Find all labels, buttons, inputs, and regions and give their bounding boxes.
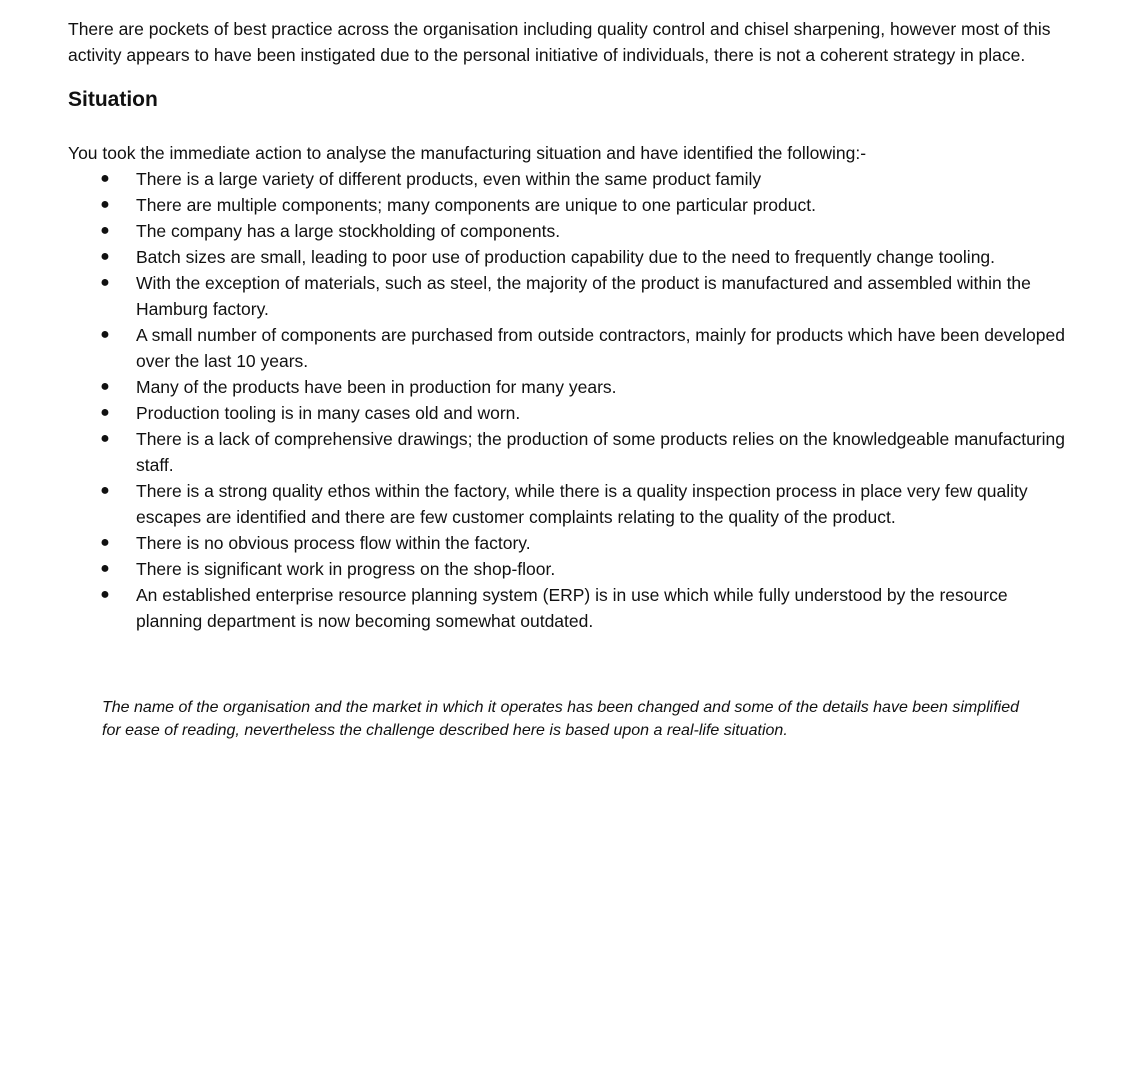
bullet-item xyxy=(68,244,1068,270)
bullet-item xyxy=(68,322,1068,374)
bullet-icon: ● xyxy=(100,586,110,603)
bullet-item xyxy=(68,426,1068,478)
bullet-icon: ● xyxy=(100,170,110,187)
bullet-text: There is a lack of comprehensive drawings; the production of some products relies on the knowledgeable manufacturing staff. xyxy=(136,429,1065,475)
situation-bullet-list xyxy=(68,166,1068,634)
bullet-icon: ● xyxy=(100,326,110,343)
bullet-text: There is a large variety of different products, even within the same product family xyxy=(136,169,762,189)
disclaimer-note: The name of the organisation and the market in which it operates has been changed and some of the details have been simplified for ease of reading, nevertheless the challenge described here is based upon a real-life situation. xyxy=(102,699,1020,739)
intro-paragraph: There are pockets of best practice across the organisation including quality control and chisel sharpening, however most of this activity appears to have been instigated due to the personal initiative of individuals, there is not a coherent strategy in place. xyxy=(68,19,1051,65)
bullet-text: There is significant work in progress on the shop-floor. xyxy=(136,559,556,579)
bullet-text: With the exception of materials, such as steel, the majority of the product is manufactured and assembled within the Hamburg factory. xyxy=(136,273,1031,319)
bullet-item xyxy=(68,166,1068,192)
bullet-text: There is no obvious process flow within the factory. xyxy=(136,533,531,553)
bullet-icon: ● xyxy=(100,274,110,291)
bullet-icon: ● xyxy=(100,222,110,239)
bullet-text: Production tooling is in many cases old and worn. xyxy=(136,403,521,423)
bullet-item xyxy=(68,556,1068,582)
bullet-text: There is a strong quality ethos within the factory, while there is a quality inspection process in place very few quality escapes are identified and there are few customer complaints relating to the quality of the product. xyxy=(136,481,1028,527)
bullet-item xyxy=(68,582,1068,634)
bullet-text: A small number of components are purchased from outside contractors, mainly for products which have been developed over the last 10 years. xyxy=(136,325,1065,371)
lead-paragraph: You took the immediate action to analyse the manufacturing situation and have identified the following:- xyxy=(68,143,867,163)
bullet-item xyxy=(68,478,1068,530)
bullet-icon: ● xyxy=(100,430,110,447)
section-heading-situation: Situation xyxy=(68,88,158,111)
bullet-item xyxy=(68,192,1068,218)
bullet-text: Many of the products have been in production for many years. xyxy=(136,377,617,397)
bullet-item xyxy=(68,374,1068,400)
bullet-icon: ● xyxy=(100,482,110,499)
bullet-item xyxy=(68,530,1068,556)
bullet-item xyxy=(68,218,1068,244)
bullet-text: An established enterprise resource planning system (ERP) is in use which while fully understood by the resource planning department is now becoming somewhat outdated. xyxy=(136,585,1008,631)
bullet-text: The company has a large stockholding of components. xyxy=(136,221,561,241)
document-page xyxy=(68,16,1068,742)
bullet-icon: ● xyxy=(100,196,110,213)
bullet-icon: ● xyxy=(100,534,110,551)
bullet-text: There are multiple components; many components are unique to one particular product. xyxy=(136,195,816,215)
bullet-icon: ● xyxy=(100,560,110,577)
bullet-text: Batch sizes are small, leading to poor use of production capability due to the need to frequently change tooling. xyxy=(136,247,996,267)
bullet-icon: ● xyxy=(100,378,110,395)
bullet-icon: ● xyxy=(100,248,110,265)
bullet-item xyxy=(68,270,1068,322)
bullet-item xyxy=(68,400,1068,426)
bullet-icon: ● xyxy=(100,404,110,421)
